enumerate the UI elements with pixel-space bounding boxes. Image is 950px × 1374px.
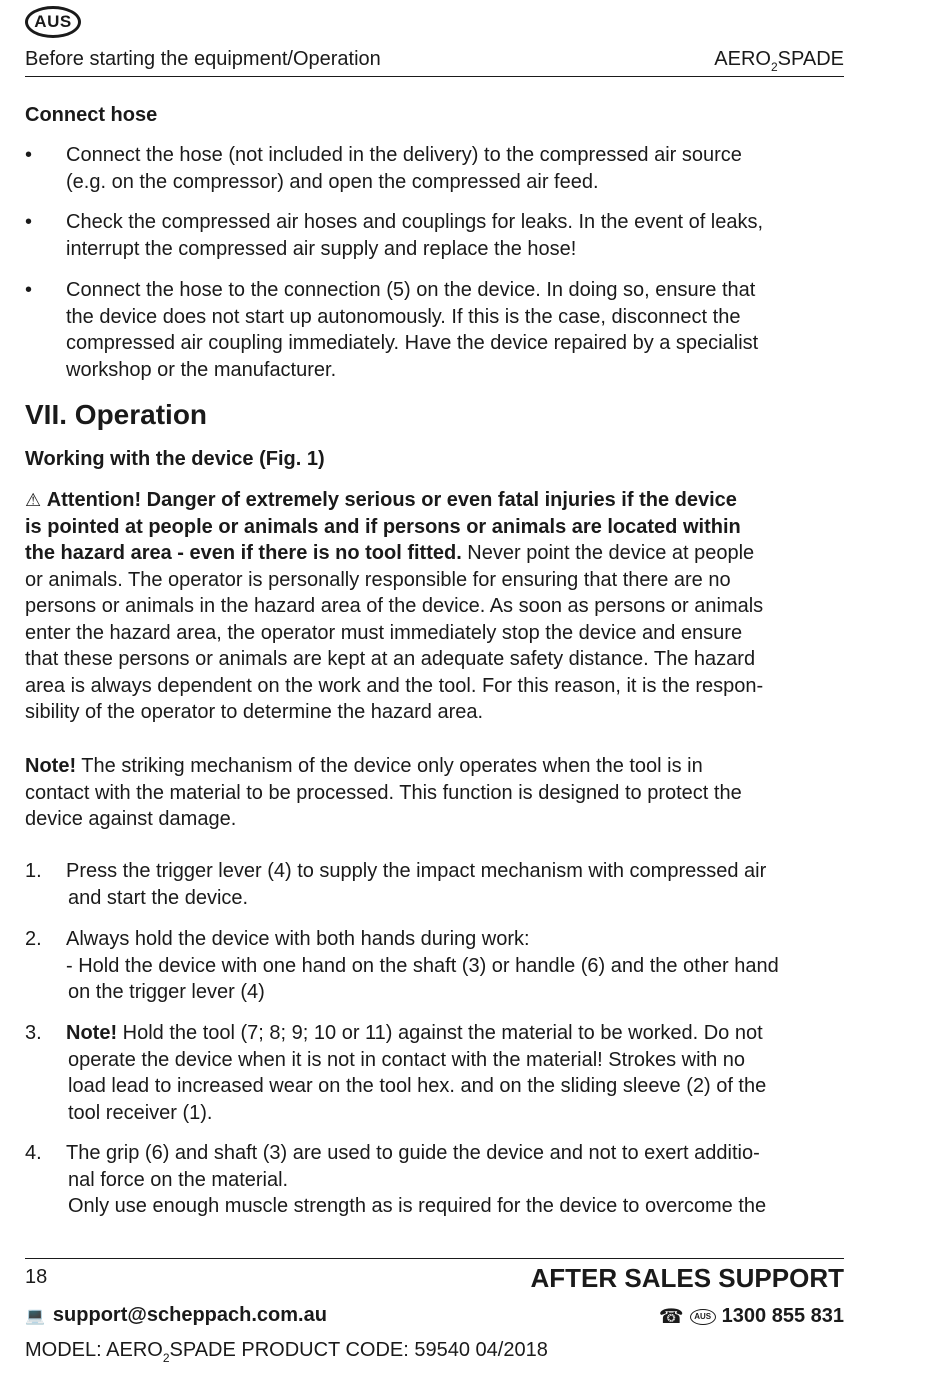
warning-bold-text: the hazard area - even if there is no tool fitted.: [25, 542, 462, 564]
model-sub: 2: [162, 1351, 170, 1365]
warning-text: sibility of the operator to determine the hazard area.: [25, 701, 484, 723]
footer-divider: [25, 1258, 844, 1259]
bullet-mark: •: [25, 279, 33, 301]
warning-text: area is always dependent on the work and the tool. For this reason, it is the respon-: [25, 674, 764, 697]
warning-paragraph: [25, 487, 844, 726]
connect-hose-heading: Connect hose: [25, 104, 158, 126]
bullet-line: Connect the hose (not included in the delivery) to the compressed air source: [66, 144, 742, 166]
step-text: on the trigger lever (4): [68, 981, 265, 1003]
warning-text: Never point the device at people: [461, 542, 755, 564]
model-post: SPADE PRODUCT CODE: 59540 04/2018: [169, 1339, 548, 1361]
phone-icon: ☎: [658, 1306, 684, 1328]
step-number: 4.: [25, 1142, 42, 1164]
bullet-line: Check the compressed air hoses and couplings for leaks. In the event of leaks,: [66, 211, 764, 233]
note-text: The striking mechanism of the device only operates when the tool is in: [76, 755, 703, 777]
operation-heading: VII. Operation: [25, 399, 208, 430]
step-text: The grip (6) and shaft (3) are used to guide the device and not to exert additio-: [66, 1142, 760, 1164]
step-text: load lead to increased wear on the tool hex. and on the sliding sleeve (2) of the: [68, 1075, 767, 1097]
manual-page: [25, 0, 844, 1374]
header-divider: [25, 76, 844, 77]
working-subheading: Working with the device (Fig. 1): [25, 448, 325, 470]
logo-text: AUS: [34, 12, 72, 31]
warning-text: enter the hazard area, the operator must immediately stop the device and ensure: [25, 621, 743, 644]
product-name-pre: AERO: [714, 48, 771, 70]
note-label: Note!: [25, 755, 77, 777]
bullet-line: Connect the hose to the connection (5) on the device. In doing so, ensure that: [66, 279, 756, 301]
bullet-line: the device does not start up autonomously. If this is the case, disconnect the: [66, 305, 741, 328]
section-title: Before starting the equipment/Operation: [25, 48, 381, 70]
warning-text: or animals. The operator is personally responsible for ensuring that there are no: [25, 568, 731, 591]
step-number: 2.: [25, 928, 42, 950]
warning-bold-text: is pointed at people or animals and if persons or animals are located within: [25, 515, 741, 538]
bullet-mark: •: [25, 144, 33, 166]
warning-icon: ⚠: [25, 490, 42, 510]
note-text: device against damage.: [25, 808, 237, 830]
step-number: 3.: [25, 1022, 42, 1044]
product-name: [714, 48, 844, 74]
step-text: Hold the tool (7; 8; 9; 10 or 11) against the material to be worked. Do not: [117, 1022, 763, 1044]
step-text: operate the device when it is not in contact with the material! Strokes with no: [68, 1048, 746, 1071]
aus-mini-logo: AUS: [690, 1309, 716, 1325]
phone-number: 1300 855 831: [721, 1305, 844, 1327]
bullet-line: workshop or the manufacturer.: [66, 358, 337, 381]
note-text: contact with the material to be processed. This function is designed to protect the: [25, 781, 742, 804]
step-text: Press the trigger lever (4) to supply the impact mechanism with compressed air: [66, 860, 767, 882]
bullet-line: (e.g. on the compressor) and open the compressed air feed.: [66, 170, 599, 193]
bullet-mark: •: [25, 211, 33, 233]
aus-logo: [25, 6, 81, 38]
step-text: Only use enough muscle strength as is required for the device to overcome the: [68, 1195, 767, 1217]
warning-text: that these persons or animals are kept at an adequate safety distance. The hazard: [25, 648, 756, 670]
note-paragraph: [25, 753, 844, 833]
support-phone: [659, 1304, 844, 1329]
step-text: tool receiver (1).: [68, 1101, 213, 1124]
step-text: Always hold the device with both hands during work:: [66, 928, 530, 950]
computer-icon: 💻: [25, 1307, 45, 1325]
bullet-line: interrupt the compressed air supply and replace the hose!: [66, 237, 577, 260]
step-text: and start the device.: [68, 886, 249, 909]
after-sales-title: AFTER SALES SUPPORT: [530, 1263, 844, 1293]
step-text: nal force on the material.: [68, 1168, 289, 1191]
warning-text: persons or animals in the hazard area of the device. As soon as persons or animals: [25, 595, 764, 617]
step-number: 1.: [25, 860, 42, 882]
product-name-sub: 2: [770, 60, 778, 74]
step-note-label: Note!: [66, 1022, 118, 1044]
warning-bold-text: Attention! Danger of extremely serious or even fatal injuries if the device: [46, 489, 737, 511]
product-name-post: SPADE: [777, 48, 844, 70]
support-email: [25, 1304, 327, 1327]
step-text: - Hold the device with one hand on the shaft (3) or handle (6) and the other hand: [66, 954, 779, 977]
bullet-line: compressed air coupling immediately. Have the device repaired by a specialist: [66, 332, 759, 354]
page-number: 18: [25, 1266, 48, 1288]
model-pre: MODEL: AERO: [25, 1339, 163, 1361]
email-text: support@scheppach.com.au: [52, 1304, 327, 1326]
model-code: [25, 1339, 548, 1365]
